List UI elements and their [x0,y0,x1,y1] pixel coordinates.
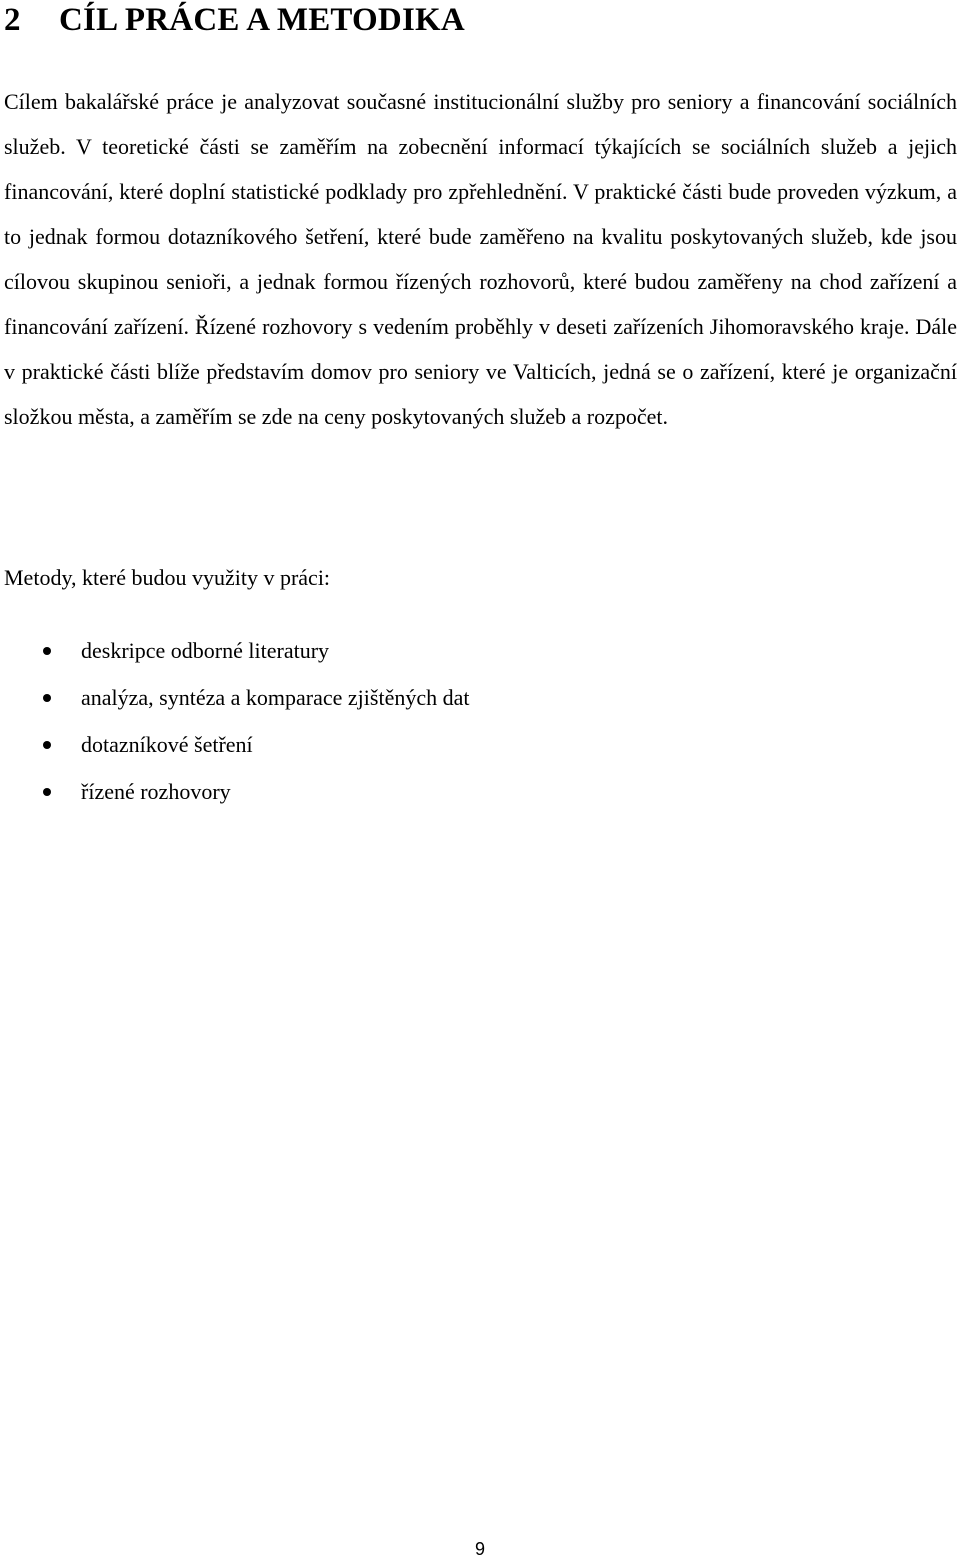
chapter-number: 2 [4,2,21,38]
list-item-text: dotazníkové šetření [81,732,253,757]
list-item [0,768,700,815]
methods-intro: Metody, které budou využity v práci: [4,565,331,590]
list-item-text: deskripce odborné literatury [81,638,330,663]
chapter-title: CÍL PRÁCE A METODIKA [59,2,465,38]
list-item [0,627,700,674]
chapter-heading [4,0,465,40]
bullet-icon [43,694,51,702]
bullet-icon [43,647,51,655]
body-paragraph: Cílem bakalářské práce je analyzovat současné institucionální služby pro seniory a financování sociálních služeb. V teoretické části se zaměřím na zobecnění informací týkajících se sociálních služeb a jejich financování, které doplní statistické podklady pro zpřehlednění. V praktické části bude proveden výzkum, a to jednak formou dotazníkového šetření, které bude zaměřeno na kvalitu poskytovaných služeb, kde jsou cílovou skupinou senioři, a jednak formou řízených rozhovorů, které budou zaměřeny na chod zařízení a financování zařízení. Řízené rozhovory s vedením proběhly v deseti zařízeních Jihomoravského kraje. Dále v praktické části blíže představím domov pro seniory ve Valticích, jedná se o zařízení, které je organizační složkou města, a zaměřím se zde na ceny poskytovaných služeb a rozpočet. [4,89,957,429]
bullet-icon [43,741,51,749]
bullet-icon [43,788,51,796]
list-item-text: řízené rozhovory [81,779,231,804]
list-item [0,721,700,768]
page-number: 9 [474,1539,485,1559]
list-item-text: analýza, syntéza a komparace zjištěných dat [81,685,470,710]
list-item [0,674,700,721]
methods-list [0,627,700,815]
